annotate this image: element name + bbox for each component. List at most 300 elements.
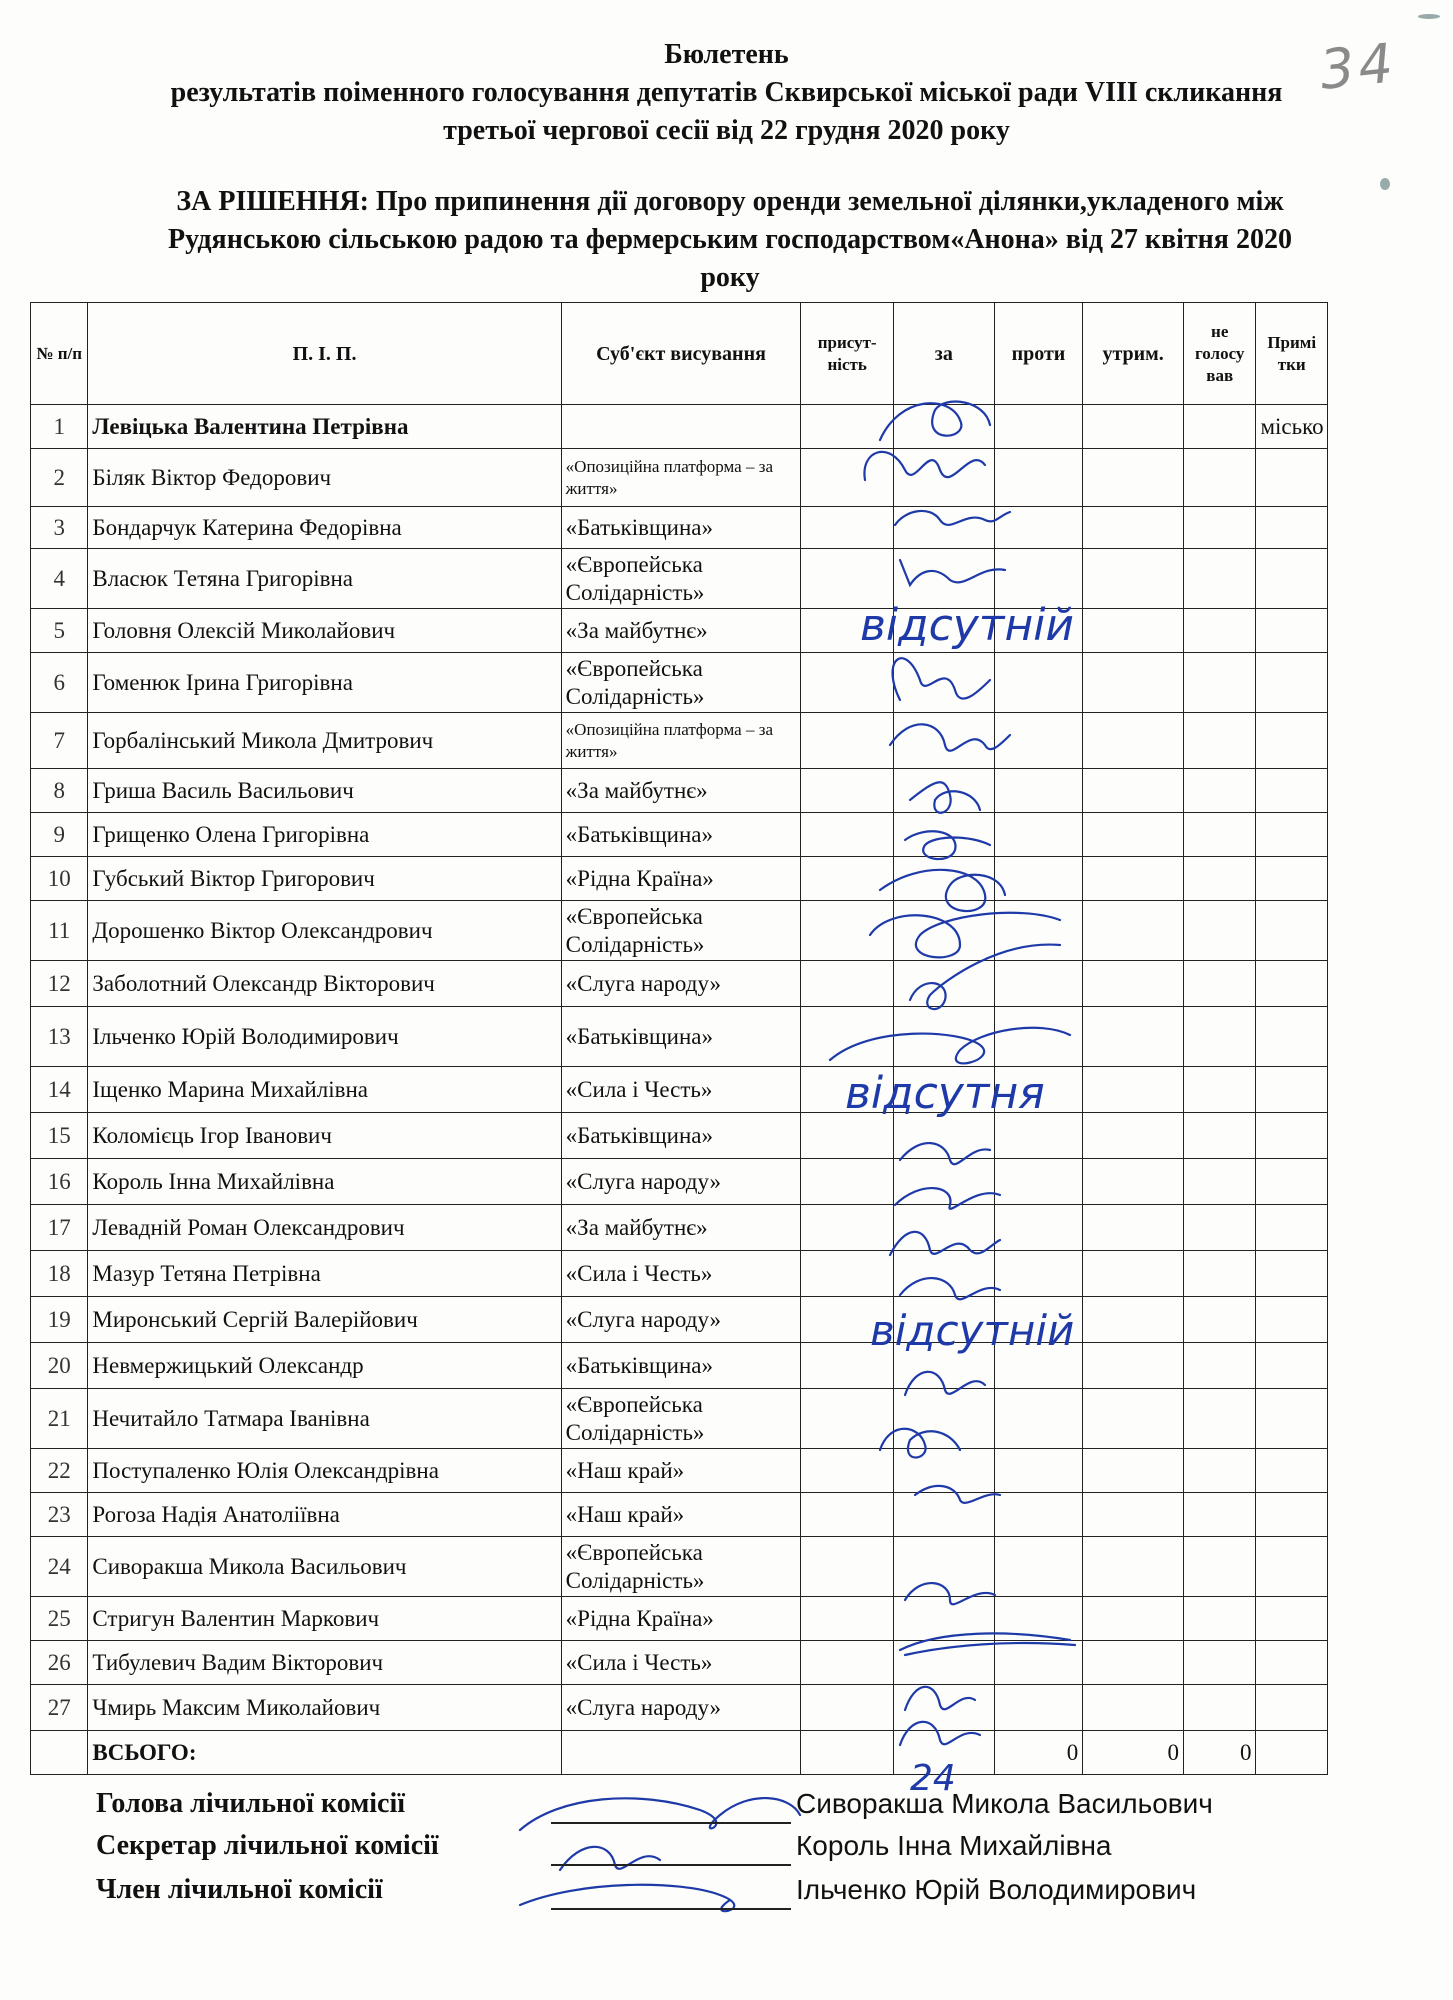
present-cell [801,1685,894,1731]
against-cell [994,1007,1083,1067]
note-cell [1256,1493,1328,1537]
not-voted-cell [1183,449,1256,507]
not-voted-cell [1183,1537,1256,1597]
not-voted-cell [1183,1389,1256,1449]
deputy-name: Левіцька Валентина Петрівна [88,405,561,449]
col-party-header: Суб'єкт висування [561,303,801,405]
deputy-name: Ільченко Юрій Володимирович [88,1007,561,1067]
present-cell [801,1493,894,1537]
for-cell [893,1343,994,1389]
not-voted-cell [1183,507,1256,549]
against-cell [994,449,1083,507]
deputy-name: Іщенко Марина Михайлівна [88,1067,561,1113]
note-cell [1256,961,1328,1007]
deputy-name: Мазур Тетяна Петрівна [88,1251,561,1297]
row-number: 14 [31,1067,88,1113]
not-voted-cell [1183,901,1256,961]
table-row [31,1389,1328,1449]
present-cell [801,449,894,507]
present-cell [801,653,894,713]
document-session: третьої чергової сесії від 22 грудня 2020 року [443,115,1010,146]
not-voted-cell [1183,857,1256,901]
document-subtitle: результатів поіменного голосування депутатів Сквирської міської ради VIII скликання [170,77,1283,108]
col-num-header: № п/п [31,303,88,405]
note-cell [1256,507,1328,549]
against-cell [994,901,1083,961]
against-cell [994,813,1083,857]
decision-line-2: Рудянською сільською радою та фермерським господарством«Анона» від 27 квітня 2020 [168,224,1292,255]
for-cell [893,1685,994,1731]
col-present-header: присут-ність [801,303,894,405]
table-row [31,1007,1328,1067]
against-cell [994,769,1083,813]
table-row [31,1113,1328,1159]
table-row [31,1297,1328,1343]
against-cell [994,1159,1083,1205]
against-cell [994,1685,1083,1731]
deputy-party: «Слуга народу» [561,1297,801,1343]
deputy-party: «Батьківщина» [561,1343,801,1389]
for-cell [893,713,994,769]
deputy-party: «Рідна Країна» [561,857,801,901]
total-row [31,1731,1328,1775]
for-cell [893,1641,994,1685]
table-row [31,1449,1328,1493]
present-cell [801,1067,894,1113]
abstain-cell [1083,713,1184,769]
present-cell [801,1007,894,1067]
present-cell [801,1251,894,1297]
corner-mark [1418,14,1440,19]
deputy-party: «Батьківщина» [561,507,801,549]
deputy-name: Сиворакша Микола Васильович [88,1537,561,1597]
note-cell [1256,1067,1328,1113]
not-voted-cell [1183,405,1256,449]
note-cell [1256,1297,1328,1343]
row-number: 11 [31,901,88,961]
deputy-party: «Наш край» [561,1493,801,1537]
present-cell [801,813,894,857]
not-voted-cell [1183,1067,1256,1113]
against-cell [994,405,1083,449]
deputy-name: Поступаленко Юлія Олександрівна [88,1449,561,1493]
absent-row-5: відсутній [860,600,1075,651]
row-number: 1 [31,405,88,449]
table-row [31,1641,1328,1685]
deputy-name: Дорошенко Віктор Олександрович [88,901,561,961]
deputy-party: «За майбутнє» [561,769,801,813]
not-voted-cell [1183,1007,1256,1067]
present-cell [801,1597,894,1641]
present-cell [801,901,894,961]
chair-row [96,1788,1396,1828]
row-number: 21 [31,1389,88,1449]
secretary-name: Король Інна Михайлівна [796,1830,1112,1861]
note-cell [1256,1159,1328,1205]
deputy-name: Гриша Василь Васильович [88,769,561,813]
for-cell [893,653,994,713]
for-cell [893,1537,994,1597]
abstain-cell [1083,1007,1184,1067]
deputy-party: «Сила і Честь» [561,1251,801,1297]
present-cell [801,507,894,549]
abstain-cell [1083,1537,1184,1597]
note-cell [1256,1597,1328,1641]
against-cell [994,713,1083,769]
decision-line-3: року [700,262,760,293]
chair-name: Сиворакша Микола Васильович [796,1788,1213,1819]
deputy-party: «За майбутнє» [561,1205,801,1251]
table-row [31,961,1328,1007]
row-number: 10 [31,857,88,901]
member-name: Ільченко Юрій Володимирович [796,1874,1197,1905]
not-voted-cell [1183,653,1256,713]
present-cell [801,609,894,653]
deputy-party: «Батьківщина» [561,1007,801,1067]
deputy-name: Нечитайло Татмара Іванівна [88,1389,561,1449]
for-cell [893,1113,994,1159]
table-row [31,901,1328,961]
table-row [31,1343,1328,1389]
deputy-name: Горбалінський Микола Дмитрович [88,713,561,769]
present-cell [801,1343,894,1389]
note-cell [1256,1537,1328,1597]
row-number: 12 [31,961,88,1007]
row-number: 3 [31,507,88,549]
deputy-name: Губський Віктор Григорович [88,857,561,901]
against-cell [994,653,1083,713]
row-number: 9 [31,813,88,857]
deputy-party: «Наш край» [561,1449,801,1493]
present-cell [801,1205,894,1251]
deputy-name: Рогоза Надія Анатоліївна [88,1493,561,1537]
table-row [31,549,1328,609]
table-row [31,1067,1328,1113]
not-voted-cell [1183,609,1256,653]
member-row [96,1874,1396,1914]
table-row [31,713,1328,769]
for-cell [893,1597,994,1641]
decision-title [50,183,1410,297]
total-present-cell [801,1731,894,1775]
abstain-cell [1083,1067,1184,1113]
table-row [31,857,1328,901]
document-title: Бюлетень [664,39,789,70]
note-cell: місько [1256,405,1328,449]
against-cell [994,609,1083,653]
for-cell [893,1159,994,1205]
table-row [31,507,1328,549]
present-cell [801,713,894,769]
deputy-party: «Сила і Честь» [561,1641,801,1685]
present-cell [801,1537,894,1597]
row-number: 26 [31,1641,88,1685]
table-row [31,1493,1328,1537]
present-cell [801,1449,894,1493]
not-voted-cell [1183,1685,1256,1731]
total-against-value: 0 [994,1731,1083,1775]
present-cell [801,1159,894,1205]
note-cell [1256,449,1328,507]
for-cell [893,1205,994,1251]
not-voted-cell [1183,1205,1256,1251]
abstain-cell [1083,901,1184,961]
abstain-cell [1083,1685,1184,1731]
note-cell [1256,609,1328,653]
deputy-party: «Батьківщина» [561,813,801,857]
for-cell [893,901,994,961]
table-row [31,1251,1328,1297]
table-row [31,1159,1328,1205]
present-cell [801,857,894,901]
present-cell [801,1641,894,1685]
abstain-cell [1083,1449,1184,1493]
total-for-cell [893,1731,994,1775]
deputy-party: «Сила і Честь» [561,1067,801,1113]
abstain-cell [1083,507,1184,549]
col-abstain-header: утрим. [1083,303,1184,405]
row-number: 24 [31,1537,88,1597]
row-number: 23 [31,1493,88,1537]
against-cell [994,1251,1083,1297]
row-number: 22 [31,1449,88,1493]
table-row [31,653,1328,713]
deputy-name: Коломієць Ігор Іванович [88,1113,561,1159]
member-label: Член лічильної комісії [96,1874,383,1905]
deputy-name: Головня Олексій Миколайович [88,609,561,653]
not-voted-cell [1183,1251,1256,1297]
abstain-cell [1083,609,1184,653]
deputy-party: «Європейська Солідарність» [561,1389,801,1449]
not-voted-cell [1183,549,1256,609]
table-row [31,813,1328,857]
member-signature-line [551,1908,791,1910]
deputy-name: Біляк Віктор Федорович [88,449,561,507]
note-cell [1256,769,1328,813]
chair-label: Голова лічильної комісії [96,1788,406,1819]
for-cell [893,1297,994,1343]
abstain-cell [1083,1343,1184,1389]
deputy-party: «Європейська Солідарність» [561,549,801,609]
deputy-name: Король Інна Михайлівна [88,1159,561,1205]
chair-signature-line [551,1822,791,1824]
for-cell [893,769,994,813]
present-cell [801,1389,894,1449]
against-cell [994,507,1083,549]
col-for-header: за [893,303,994,405]
deputy-party: «Європейська Солідарність» [561,653,801,713]
row-number: 7 [31,713,88,769]
total-abstain-value: 0 [1083,1731,1184,1775]
row-number: 18 [31,1251,88,1297]
present-cell [801,769,894,813]
not-voted-cell [1183,813,1256,857]
deputy-party: «Європейська Солідарність» [561,901,801,961]
total-label: ВСЬОГО: [88,1731,561,1775]
not-voted-cell [1183,1343,1256,1389]
for-cell [893,1251,994,1297]
deputy-name: Невмержицький Олександр [88,1343,561,1389]
present-cell [801,1297,894,1343]
note-cell [1256,713,1328,769]
row-number: 16 [31,1159,88,1205]
not-voted-cell [1183,713,1256,769]
against-cell [994,1067,1083,1113]
document-header [0,36,1453,150]
table-header-row [31,303,1328,405]
row-number: 6 [31,653,88,713]
abstain-cell [1083,449,1184,507]
deputy-party: «Слуга народу» [561,1159,801,1205]
note-cell [1256,1685,1328,1731]
note-cell [1256,1113,1328,1159]
not-voted-cell [1183,1641,1256,1685]
against-cell [994,1113,1083,1159]
abstain-cell [1083,1297,1184,1343]
note-cell [1256,653,1328,713]
row-number: 17 [31,1205,88,1251]
against-cell [994,1343,1083,1389]
for-cell [893,1007,994,1067]
row-number: 25 [31,1597,88,1641]
deputy-name: Грищенко Олена Григорівна [88,813,561,857]
not-voted-cell [1183,1493,1256,1537]
deputy-name: Тибулевич Вадим Вікторович [88,1641,561,1685]
row-number: 2 [31,449,88,507]
note-cell [1256,857,1328,901]
present-cell [801,961,894,1007]
abstain-cell [1083,769,1184,813]
deputy-party: «Слуга народу» [561,961,801,1007]
table-row [31,769,1328,813]
against-cell [994,1449,1083,1493]
col-against-header: проти [994,303,1083,405]
note-cell [1256,1343,1328,1389]
col-not-voted-header: не голосу вав [1183,303,1256,405]
table-row [31,1685,1328,1731]
abstain-cell [1083,653,1184,713]
absent-row-19: відсутній [870,1306,1075,1355]
col-name-header: П. І. П. [88,303,561,405]
note-cell [1256,549,1328,609]
row-number: 19 [31,1297,88,1343]
deputy-name: Бондарчук Катерина Федорівна [88,507,561,549]
total-notes-cell [1256,1731,1328,1775]
abstain-cell [1083,1493,1184,1537]
abstain-cell [1083,1641,1184,1685]
row-number: 8 [31,769,88,813]
deputy-name: Стригун Валентин Маркович [88,1597,561,1641]
for-cell [893,1067,994,1113]
not-voted-cell [1183,961,1256,1007]
table-row [31,1537,1328,1597]
abstain-cell [1083,1205,1184,1251]
row-number: 15 [31,1113,88,1159]
not-voted-cell [1183,1113,1256,1159]
total-not-voted-value: 0 [1183,1731,1256,1775]
deputy-party: «Батьківщина» [561,1113,801,1159]
against-cell [994,1297,1083,1343]
against-cell [994,549,1083,609]
for-cell [893,549,994,609]
for-cell [893,449,994,507]
present-cell [801,549,894,609]
for-cell [893,405,994,449]
against-cell [994,1537,1083,1597]
deputy-name: Левадній Роман Олександрович [88,1205,561,1251]
deputy-name: Заболотний Олександр Вікторович [88,961,561,1007]
abstain-cell [1083,1597,1184,1641]
not-voted-cell [1183,769,1256,813]
for-cell [893,1449,994,1493]
row-number: 4 [31,549,88,609]
table-row [31,449,1328,507]
decision-line-1: ЗА РІШЕННЯ: Про припинення дії договору оренди земельної ділянки,укладеного між [176,186,1284,217]
against-cell [994,1493,1083,1537]
against-cell [994,961,1083,1007]
row-number: 20 [31,1343,88,1389]
for-cell [893,857,994,901]
abstain-cell [1083,813,1184,857]
note-cell [1256,901,1328,961]
not-voted-cell [1183,1297,1256,1343]
abstain-cell [1083,405,1184,449]
against-cell [994,857,1083,901]
total-for-handwritten: 24 [910,1758,956,1799]
total-party-cell [561,1731,801,1775]
abstain-cell [1083,1251,1184,1297]
abstain-cell [1083,961,1184,1007]
abstain-cell [1083,857,1184,901]
abstain-cell [1083,1113,1184,1159]
table-row [31,405,1328,449]
for-cell [893,961,994,1007]
secretary-row [96,1830,1396,1870]
row-number: 5 [31,609,88,653]
note-cell [1256,1205,1328,1251]
not-voted-cell [1183,1159,1256,1205]
against-cell [994,1597,1083,1641]
deputy-name: Власюк Тетяна Григорівна [88,549,561,609]
deputy-party: «Опозиційна платформа – за життя» [561,449,801,507]
absent-row-14: відсутня [845,1068,1045,1119]
present-cell [801,405,894,449]
deputy-name: Миронський Сергій Валерійович [88,1297,561,1343]
not-voted-cell [1183,1597,1256,1641]
abstain-cell [1083,549,1184,609]
secretary-label: Секретар лічильної комісії [96,1830,439,1861]
for-cell [893,609,994,653]
against-cell [994,1389,1083,1449]
against-cell [994,1641,1083,1685]
table-row [31,609,1328,653]
against-cell [994,1205,1083,1251]
note-cell [1256,1641,1328,1685]
abstain-cell [1083,1159,1184,1205]
secretary-signature-line [551,1864,791,1866]
page-number-handwritten: 34 [1316,31,1400,102]
deputy-party [561,405,801,449]
note-cell [1256,813,1328,857]
note-cell [1256,1251,1328,1297]
total-num-cell [31,1731,88,1775]
table-row [31,1597,1328,1641]
for-cell [893,1493,994,1537]
table-row [31,1205,1328,1251]
for-cell [893,813,994,857]
col-notes-header: Примі тки [1256,303,1328,405]
deputy-party: «Європейська Солідарність» [561,1537,801,1597]
